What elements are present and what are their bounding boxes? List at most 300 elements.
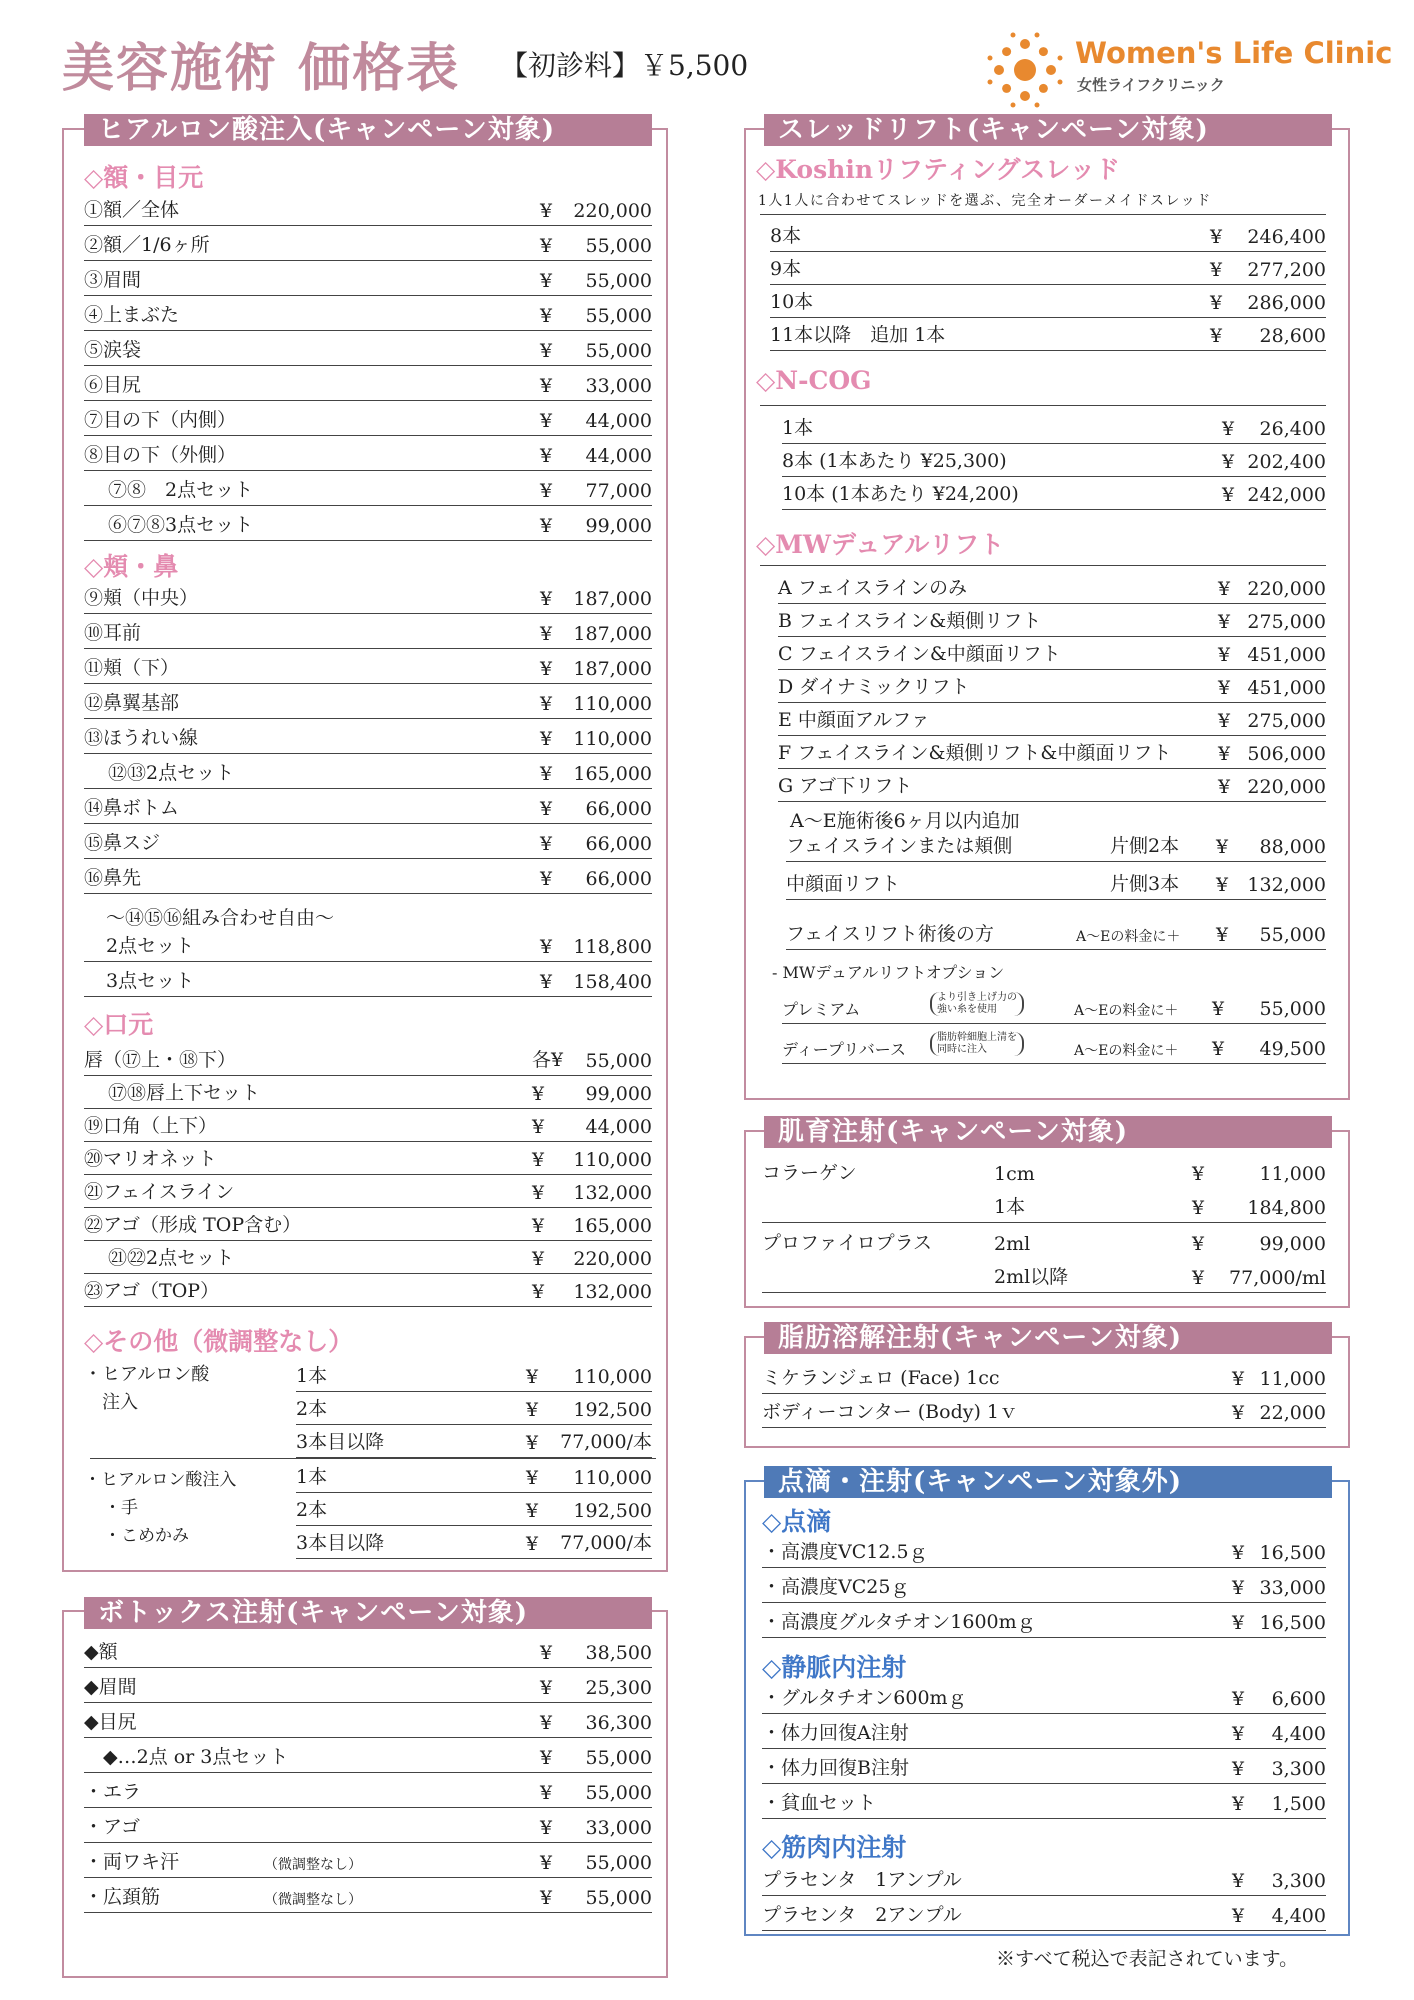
item-unit: 2ml以降 (994, 1266, 1069, 1288)
yen-sign: ¥ (1212, 1038, 1225, 1060)
item-price: 277,200 (1247, 259, 1326, 281)
price-row (84, 724, 652, 754)
item-label: ⑳マリオネット (84, 1148, 217, 1170)
yen-sign: ¥ (540, 868, 553, 890)
yen-sign: ¥ (540, 1782, 553, 1804)
other2-label-c: ・こめかみ (104, 1526, 189, 1546)
item-unit: 1本 (994, 1196, 1026, 1218)
item-label: コラーゲン (762, 1162, 857, 1184)
yen-sign: ¥ (1192, 1163, 1205, 1185)
mw-option-row (782, 1030, 1326, 1064)
price-row (84, 1046, 652, 1076)
item-label: 1本 (296, 1365, 328, 1387)
item-label: フェイスラインまたは頬側 (786, 835, 1013, 857)
item-label: ⑦⑧ 2点セット (108, 479, 254, 501)
yen-sign: ¥ (532, 1248, 545, 1270)
item-label: ・体力回復B注射 (762, 1757, 909, 1779)
item-price: 165,000 (573, 763, 652, 785)
item-price: 187,000 (573, 588, 652, 610)
item-label: ㉑フェイスライン (84, 1181, 235, 1203)
hyaluron-band: ヒアルロン酸注入(キャンペーン対象) (84, 114, 652, 146)
item-label: ・アゴ (84, 1816, 141, 1838)
option-note-bracket (930, 992, 1024, 1016)
price-row (762, 1228, 1326, 1258)
item-price: 192,500 (573, 1399, 652, 1421)
item-price: 3,300 (1271, 1758, 1326, 1780)
price-row (762, 1608, 1326, 1638)
item-label: ㉑㉒2点セット (108, 1247, 235, 1269)
price-row (84, 794, 652, 824)
item-price: 55,000 (585, 270, 652, 292)
thread-sub-koshin: ◇Koshinリフティングスレッド (756, 155, 1121, 184)
item-label: 9本 (770, 258, 802, 280)
item-label: ①額／全体 (84, 199, 180, 221)
price-row (84, 266, 652, 296)
item-price: 158,400 (573, 971, 652, 993)
item-label: ◆…2点 or 3点セット (84, 1746, 289, 1768)
yen-sign: ¥ (540, 971, 553, 993)
item-price: 88,000 (1259, 836, 1326, 858)
item-price: 44,000 (585, 410, 652, 432)
item-price: 220,000 (1247, 776, 1326, 798)
item-label: ⑫鼻翼基部 (84, 692, 180, 714)
item-price: 132,000 (573, 1281, 652, 1303)
ncog-rule (760, 405, 1326, 406)
yen-sign: ¥ (540, 1852, 553, 1874)
thread-sub-ncog: ◇N-COG (756, 366, 872, 395)
price-row (762, 1901, 1326, 1931)
item-price: 55,000 (585, 1887, 652, 1909)
yen-sign: ¥ (540, 305, 553, 327)
item-label: ⑪頬（下） (84, 657, 180, 679)
yen-sign: ¥ (526, 1533, 539, 1555)
price-row (84, 1883, 652, 1913)
item-price: 16,500 (1259, 1612, 1326, 1634)
price-row (84, 196, 652, 226)
item-label: ・両ワキ汗 (84, 1851, 180, 1873)
fat-band: 脂肪溶解注射(キャンペーン対象) (764, 1322, 1332, 1354)
mw-rule (760, 565, 1326, 566)
price-row (778, 574, 1326, 604)
drip-sub-muscle: ◇筋肉内注射 (762, 1833, 907, 1862)
price-row (84, 476, 652, 506)
price-row (778, 640, 1326, 670)
item-price: 99,000 (1259, 1233, 1326, 1255)
item-label: ⑤涙袋 (84, 339, 142, 361)
yen-sign: ¥ (540, 270, 553, 292)
yen-sign: ¥ (540, 1747, 553, 1769)
yen-sign: ¥ (1222, 484, 1235, 506)
yen-sign: ¥ (1232, 1368, 1245, 1390)
item-price: 132,000 (573, 1182, 652, 1204)
item-price: 4,400 (1271, 1905, 1326, 1927)
price-row (84, 231, 652, 261)
yen-sign: 各¥ (532, 1049, 564, 1071)
yen-sign: ¥ (540, 588, 553, 610)
price-row (84, 511, 652, 541)
yen-sign: ¥ (1216, 874, 1229, 896)
item-label: 3点セット (106, 970, 195, 992)
item-label: ・グルタチオン600mｇ (762, 1687, 967, 1709)
price-row (84, 406, 652, 436)
item-label: ⑨頬（中央） (84, 587, 199, 609)
price-row (296, 1395, 652, 1425)
mw-after-price: 55,000 (1259, 924, 1326, 946)
yen-sign: ¥ (1232, 1402, 1245, 1424)
yen-sign: ¥ (532, 1083, 545, 1105)
price-row (762, 1263, 1326, 1293)
item-label: 3本目以降 (296, 1431, 385, 1453)
item-price: 36,300 (585, 1712, 652, 1734)
mw-after-label: フェイスリフト術後の方 (786, 923, 994, 945)
yen-sign: ¥ (1210, 226, 1223, 248)
sun-logo-icon (985, 30, 1065, 110)
price-row (84, 619, 652, 649)
mw-after-yen: ¥ (1216, 924, 1229, 946)
item-price: 44,000 (585, 445, 652, 467)
yen-sign: ¥ (540, 833, 553, 855)
item-note: A〜Eの料金に＋ (1074, 1003, 1179, 1019)
item-price: 451,000 (1247, 677, 1326, 699)
option-note-line: より引き上げ力の (937, 992, 1017, 1003)
item-label: ・エラ (84, 1781, 142, 1803)
item-label: ミケランジェロ (Face) 1cc (762, 1367, 1000, 1389)
price-row (296, 1428, 652, 1458)
item-price: 110,000 (573, 728, 652, 750)
item-price: 192,500 (573, 1500, 652, 1522)
yen-sign: ¥ (532, 1215, 545, 1237)
price-row (84, 336, 652, 366)
price-row (84, 1848, 652, 1878)
yen-sign: ¥ (540, 1642, 553, 1664)
item-label: ㉓アゴ（TOP） (84, 1280, 220, 1302)
item-price: 33,000 (1259, 1577, 1326, 1599)
footer-note: ※すべて税込で表記されています。 (996, 1948, 1299, 1970)
item-price: 28,600 (1259, 325, 1326, 347)
item-label: ⑫⑬2点セット (108, 762, 235, 784)
item-label: ④上まぶた (84, 304, 180, 326)
price-row (762, 1538, 1326, 1568)
price-row (778, 739, 1326, 769)
item-label: ・広頚筋 (84, 1886, 161, 1908)
item-note: （微調整なし） (264, 1892, 362, 1908)
yen-sign: ¥ (1222, 451, 1235, 473)
yen-sign: ¥ (526, 1399, 539, 1421)
botox-band: ボトックス注射(キャンペーン対象) (84, 1597, 652, 1629)
price-row (786, 870, 1326, 900)
price-row (296, 1362, 652, 1392)
item-label: プロファイロプラス (762, 1232, 933, 1254)
item-label: D ダイナミックリフト (778, 676, 970, 698)
price-row (296, 1496, 652, 1526)
item-label: A フェイスラインのみ (778, 577, 968, 599)
mw-add-title: A〜E施術後6ヶ月以内追加 (790, 810, 1020, 832)
yen-sign: ¥ (1212, 998, 1225, 1020)
item-price: 26,400 (1259, 418, 1326, 440)
item-price: 16,500 (1259, 1542, 1326, 1564)
yen-sign: ¥ (532, 1149, 545, 1171)
item-label: 3本目以降 (296, 1532, 385, 1554)
yen-sign: ¥ (1218, 677, 1231, 699)
clinic-name-jp: 女性ライフクリニック (1077, 76, 1225, 94)
hyaluron-sub-cheek: ◇頬・鼻 (84, 552, 179, 581)
item-price: 242,000 (1247, 484, 1326, 506)
price-row (778, 607, 1326, 637)
item-label: ⑰⑱唇上下セット (108, 1082, 261, 1104)
item-price: 49,500 (1259, 1038, 1326, 1060)
yen-sign: ¥ (540, 480, 553, 502)
price-row (84, 1079, 652, 1109)
item-label: 1本 (296, 1466, 328, 1488)
price-row (782, 480, 1326, 510)
price-row (296, 1463, 652, 1493)
item-label: ◆眉間 (84, 1676, 137, 1698)
mw-option-row (782, 990, 1326, 1024)
item-side: 片側2本 (1110, 835, 1180, 857)
mw-option-title: - MWデュアルリフトオプション (772, 963, 1005, 982)
price-row (84, 1211, 652, 1241)
yen-sign: ¥ (540, 798, 553, 820)
yen-sign: ¥ (1210, 292, 1223, 314)
drip-band: 点滴・注射(キャンペーン対象外) (764, 1466, 1332, 1498)
item-price: 33,000 (585, 375, 652, 397)
item-price: 55,000 (585, 340, 652, 362)
yen-sign: ¥ (540, 623, 553, 645)
item-label: ⑬ほうれい線 (84, 727, 199, 749)
item-label: F フェイスライン&頬側リフト&中顔面リフト (778, 742, 1172, 764)
price-row (770, 255, 1326, 285)
item-label: B フェイスライン&頬側リフト (778, 610, 1042, 632)
item-label: 11本以降 追加 1本 (770, 324, 946, 346)
price-row (84, 967, 652, 997)
price-row (84, 829, 652, 859)
price-row (84, 1708, 652, 1738)
yen-sign: ¥ (526, 1432, 539, 1454)
item-label: 中顔面リフト (786, 873, 901, 895)
item-label: ⑥目尻 (84, 374, 142, 396)
price-row (782, 414, 1326, 444)
item-label: ・高濃度グルタチオン1600mｇ (762, 1611, 1036, 1633)
item-label: C フェイスライン&中顔面リフト (778, 643, 1061, 665)
page-title: 美容施術 価格表 (62, 38, 461, 99)
item-label: 2本 (296, 1499, 328, 1521)
koshin-desc: 1人1人に合わせてスレッドを選ぶ、完全オーダーメイドスレッド (758, 193, 1212, 209)
item-price: 202,400 (1247, 451, 1326, 473)
item-note: A〜Eの料金に＋ (1074, 1043, 1179, 1059)
drip-sub-vein: ◇静脈内注射 (762, 1653, 907, 1682)
price-row (762, 1398, 1326, 1428)
item-price: 33,000 (585, 1817, 652, 1839)
yen-sign: ¥ (532, 1281, 545, 1303)
other1-label-b: 注入 (102, 1392, 138, 1413)
item-label: ⑧目の下（外側） (84, 444, 237, 466)
item-price: 110,000 (573, 1149, 652, 1171)
item-price: 110,000 (573, 1467, 652, 1489)
item-price: 132,000 (1247, 874, 1326, 896)
item-price: 165,000 (573, 1215, 652, 1237)
item-price: 99,000 (585, 1083, 652, 1105)
item-label: 唇（⑰上・⑱下） (84, 1049, 237, 1071)
item-price: 77,000/本 (560, 1431, 652, 1453)
item-price: 6,600 (1271, 1688, 1326, 1710)
price-row (770, 321, 1326, 351)
item-price: 55,000 (585, 235, 652, 257)
price-row (84, 371, 652, 401)
price-row (84, 1244, 652, 1274)
price-row (296, 1529, 652, 1559)
price-row (84, 1178, 652, 1208)
other2-label-a: ・ヒアルロン酸注入 (84, 1470, 237, 1490)
mw-after-row (786, 920, 1326, 950)
item-label: ⑲口角（上下） (84, 1115, 218, 1137)
item-price: 187,000 (573, 623, 652, 645)
price-row (84, 301, 652, 331)
item-price: 66,000 (585, 868, 652, 890)
item-label: 2点セット (106, 935, 195, 957)
item-price: 110,000 (573, 693, 652, 715)
yen-sign: ¥ (540, 200, 553, 222)
yen-sign: ¥ (540, 515, 553, 537)
item-label: ◆目尻 (84, 1711, 137, 1733)
item-price: 55,000 (585, 1050, 652, 1072)
item-price: 77,000 (585, 480, 652, 502)
hyaluron-sub-mouth: ◇口元 (84, 1010, 154, 1039)
first-visit-fee: 【初診料】￥5,500 (500, 49, 749, 82)
other2-label-b: ・手 (104, 1498, 138, 1518)
item-price: 275,000 (1247, 710, 1326, 732)
item-price: 220,000 (573, 1248, 652, 1270)
item-label: ⑮鼻スジ (84, 832, 161, 854)
item-price: 99,000 (585, 515, 652, 537)
yen-sign: ¥ (1192, 1267, 1205, 1289)
item-label: 10本 (1本あたり ¥24,200) (782, 483, 1019, 505)
item-unit: 1cm (994, 1163, 1035, 1185)
item-label: ②額／1/6ヶ所 (84, 234, 210, 256)
hyaluron-sub-other: ◇その他（微調整なし） (84, 1327, 354, 1356)
yen-sign: ¥ (1218, 611, 1231, 633)
item-price: 55,000 (585, 305, 652, 327)
item-price: 22,000 (1259, 1402, 1326, 1424)
yen-sign: ¥ (1232, 1905, 1245, 1927)
item-label: ディープリバース (782, 1040, 907, 1059)
price-row (84, 932, 652, 962)
price-row (762, 1754, 1326, 1784)
option-note-line: 強い糸を使用 (937, 1004, 997, 1015)
yen-sign: ¥ (540, 235, 553, 257)
price-row (84, 1277, 652, 1307)
item-label: プラセンタ 1アンプル (762, 1869, 962, 1891)
other1-label-a: ・ヒアルロン酸 (84, 1364, 210, 1385)
price-row (762, 1193, 1326, 1223)
item-price: 1,500 (1271, 1793, 1326, 1815)
item-unit: 2ml (994, 1233, 1031, 1255)
thread-sub-mw: ◇MWデュアルリフト (756, 530, 1005, 559)
price-row (778, 772, 1326, 802)
yen-sign: ¥ (1232, 1870, 1245, 1892)
yen-sign: ¥ (1218, 743, 1231, 765)
item-price: 66,000 (585, 798, 652, 820)
yen-sign: ¥ (1210, 259, 1223, 281)
yen-sign: ¥ (1192, 1233, 1205, 1255)
item-price: 451,000 (1247, 644, 1326, 666)
price-row (84, 1813, 652, 1843)
item-label: 2本 (296, 1398, 328, 1420)
price-row (84, 689, 652, 719)
yen-sign: ¥ (526, 1467, 539, 1489)
yen-sign: ¥ (1232, 1688, 1245, 1710)
item-label: ⑦目の下（内側） (84, 409, 237, 431)
price-row (778, 673, 1326, 703)
clinic-name-en: Women's Life Clinic (1075, 36, 1393, 70)
item-price: 246,400 (1247, 226, 1326, 248)
yen-sign: ¥ (1232, 1612, 1245, 1634)
item-price: 3,300 (1271, 1870, 1326, 1892)
item-price: 55,000 (585, 1747, 652, 1769)
item-label: ③眉間 (84, 269, 142, 291)
hyaluron-combo-note: 〜⑭⑮⑯組み合わせ自由〜 (106, 907, 335, 929)
price-row (762, 1719, 1326, 1749)
yen-sign: ¥ (540, 1887, 553, 1909)
hyaluron-sub-eye: ◇額・目元 (84, 163, 204, 192)
price-row (84, 1112, 652, 1142)
mw-after-note: A〜Eの料金に＋ (1076, 929, 1181, 945)
item-price: 184,800 (1247, 1197, 1326, 1219)
item-label: ⑭鼻ボトム (84, 797, 180, 819)
item-price: 187,000 (573, 658, 652, 680)
yen-sign: ¥ (526, 1500, 539, 1522)
item-side: 片側3本 (1110, 873, 1180, 895)
item-label: ⑩耳前 (84, 622, 142, 644)
yen-sign: ¥ (1232, 1758, 1245, 1780)
yen-sign: ¥ (540, 936, 553, 958)
yen-sign: ¥ (1232, 1723, 1245, 1745)
thread-band: スレッドリフト(キャンペーン対象) (764, 114, 1332, 146)
price-row (762, 1573, 1326, 1603)
item-price: 275,000 (1247, 611, 1326, 633)
yen-sign: ¥ (540, 340, 553, 362)
price-row (84, 584, 652, 614)
item-label: ・体力回復A注射 (762, 1722, 909, 1744)
item-price: 506,000 (1247, 743, 1326, 765)
price-row (770, 288, 1326, 318)
item-label: ◆額 (84, 1641, 118, 1663)
yen-sign: ¥ (526, 1366, 539, 1388)
yen-sign: ¥ (1222, 418, 1235, 440)
item-label: ・貧血セット (762, 1792, 877, 1814)
yen-sign: ¥ (1232, 1793, 1245, 1815)
yen-sign: ¥ (1218, 644, 1231, 666)
yen-sign: ¥ (1218, 710, 1231, 732)
other-divider (90, 1458, 656, 1459)
item-label: E 中顔面アルファ (778, 709, 930, 731)
item-price: 55,000 (585, 1852, 652, 1874)
price-row (762, 1364, 1326, 1394)
yen-sign: ¥ (540, 375, 553, 397)
item-label: ⑯鼻先 (84, 867, 142, 889)
price-row (770, 222, 1326, 252)
price-row (84, 864, 652, 894)
item-label: G アゴ下リフト (778, 775, 913, 797)
price-row (762, 1866, 1326, 1896)
yen-sign: ¥ (1232, 1577, 1245, 1599)
option-note-line: 脂肪幹細胞上清を (937, 1032, 1017, 1043)
yen-sign: ¥ (540, 1677, 553, 1699)
yen-sign: ¥ (532, 1182, 545, 1204)
yen-sign: ¥ (540, 693, 553, 715)
item-price: 77,000/ml (1229, 1267, 1326, 1289)
price-row (84, 1145, 652, 1175)
item-label: 8本 (770, 225, 802, 247)
